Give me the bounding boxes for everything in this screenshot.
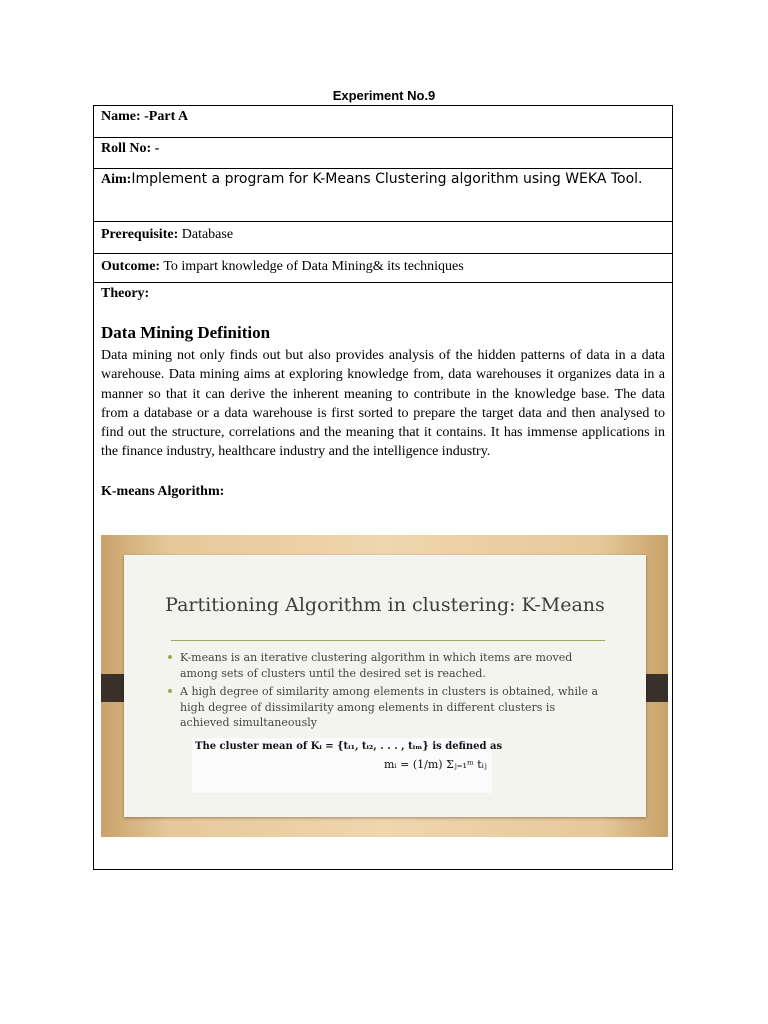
data-mining-paragraph: Data mining not only finds out but also provides analysis of the hidden patterns of data in a data warehouse. Data mining aims at exploring knowledge from, data warehouses it organizes data in a manner so that it can derive the inherent meaning to contribute in the knowledge base. The data from a database or a data warehouse is first sorted to prepare the target data and then analysed to find out the structure, correlations and the meaning that it contains. It has immense applications in the finance industry, healthcare industry and the intelligence industry.: [101, 348, 665, 460]
slide-bullet: [168, 650, 608, 681]
outcome-row: [94, 254, 672, 283]
theory-label: Theory:: [101, 286, 150, 301]
slide-bullets: [168, 650, 608, 734]
outcome-label: Outcome:: [101, 259, 161, 274]
kmeans-slide-image: [101, 535, 668, 837]
slide-title-rule: [171, 640, 605, 641]
slide-title: Partitioning Algorithm in clustering: K-Means: [165, 594, 605, 616]
outcome-text: To impart knowledge of Data Mining& its techniques: [160, 259, 464, 274]
aim-label: Aim:: [101, 172, 132, 187]
aim-row: [94, 169, 672, 222]
formula-equation: mᵢ = (1/m) Σⱼ₌₁ᵐ tᵢⱼ: [384, 758, 487, 771]
bullet-dot-icon: [168, 655, 172, 659]
roll-no-row: [94, 138, 672, 169]
slide-bullet-text: A high degree of similarity among elements in clusters is obtained, while a high degree of dissimilarity among elements in different clusters is achieved simultaneously: [180, 685, 599, 729]
slide-bullet: [168, 684, 608, 731]
experiment-table: [93, 105, 673, 870]
prerequisite-text: Database: [178, 227, 234, 242]
name-row: [94, 106, 672, 138]
prerequisite-label: Prerequisite:: [101, 227, 179, 242]
aim-text: Implement a program for K-Means Clustering algorithm using WEKA Tool.: [131, 171, 643, 187]
bullet-dot-icon: [168, 689, 172, 693]
slide-bullet-text: K-means is an iterative clustering algorithm in which items are moved among sets of clusters until the desired set is reached.: [180, 651, 573, 680]
theory-section: [94, 283, 672, 501]
data-mining-heading: Data Mining Definition: [101, 323, 271, 342]
slide-content: [124, 555, 646, 817]
roll-no-field: Roll No: -: [101, 141, 160, 156]
cluster-mean-formula: [192, 738, 503, 793]
kmeans-label: K-means Algorithm:: [101, 483, 225, 499]
formula-definition: The cluster mean of Kᵢ = {tᵢ₁, tᵢ₂, . . . , tᵢₘ} is defined as: [195, 741, 503, 752]
name-field: Name: -Part A: [101, 109, 189, 124]
experiment-title: Experiment No.9: [332, 88, 436, 103]
prerequisite-row: [94, 222, 672, 254]
